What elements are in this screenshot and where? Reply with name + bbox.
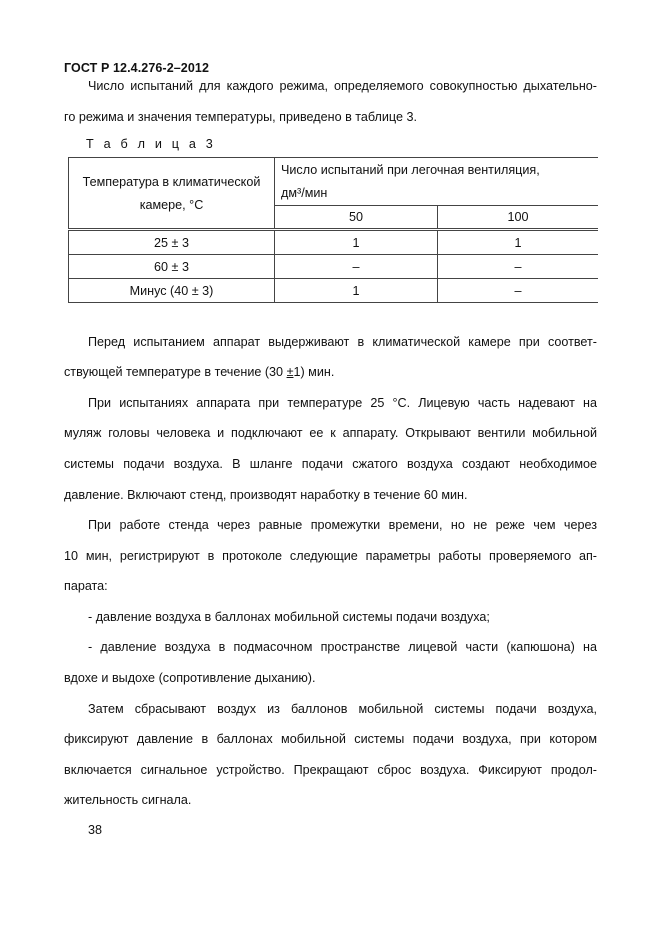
cell-temp: 60 ± 3 (69, 255, 275, 279)
para-3-line-1: При работе стенда через равные промежутки времени, но не реже чем через (88, 518, 597, 532)
page-number: 38 (88, 823, 103, 837)
list-item-2-line-2: вдохе и выдохе (сопротивление дыханию). (64, 671, 316, 685)
list-item-1: - давление воздуха в баллонах мобильной системы подачи воздуха; (88, 610, 490, 624)
para-2-line-2: муляж головы человека и подключают ее к аппарату. Открывают вентили мобильной (64, 426, 597, 440)
para-2-line-1: При испытаниях аппарата при температуре 25 °С. Лицевую часть надевают на (88, 396, 597, 410)
para-1-line-2 (64, 364, 597, 380)
table-caption: Т а б л и ц а 3 (86, 137, 217, 151)
para-3-line-2: 10 мин, регистрируют в протоколе следующие параметры работы проверяемого ап- (64, 549, 597, 563)
header-temperature (69, 158, 275, 230)
header-temperature-line-2: камере, °С (139, 197, 204, 212)
para-1-text-a: ствующей температуре в течение (30 (64, 365, 287, 379)
para-1-line-1: Перед испытанием аппарат выдерживают в климатической камере при соответ- (88, 335, 597, 349)
para-4-line-4: жительность сигнала. (64, 793, 192, 807)
header-ventilation-line-2 (281, 185, 598, 201)
cell-v50: 1 (275, 230, 438, 255)
para-2-line-4: давление. Включают стенд, производят наработку в течение 60 мин. (64, 488, 468, 502)
intro-line-1: Число испытаний для каждого режима, определяемого совокупностью дыхательно- (88, 79, 597, 93)
table-row (69, 279, 599, 303)
header-ventilation-unit: дм³/мин (281, 186, 328, 200)
cell-v50: 1 (275, 279, 438, 303)
table-row (69, 255, 599, 279)
para-3-line-3: парата: (64, 579, 108, 593)
para-4-line-1: Затем сбрасывают воздух из баллонов мобильной системы подачи воздуха, (88, 702, 597, 716)
subheader-50: 50 (275, 206, 438, 230)
cell-v100: – (438, 279, 599, 303)
plus-minus-sign: ± (286, 365, 294, 379)
list-item-2-line-1: - давление воздуха в подмасочном пространстве лицевой части (капюшона) на (88, 640, 597, 654)
para-4-line-3: включается сигнальное устройство. Прекращают сброс воздуха. Фиксируют продол- (64, 763, 597, 777)
header-ventilation (275, 158, 599, 206)
table-row (69, 230, 599, 255)
subheader-100: 100 (438, 206, 599, 230)
cell-temp: Минус (40 ± 3) (69, 279, 275, 303)
para-4-line-2: фиксируют давление в баллонах мобильной системы подачи воздуха, при котором (64, 732, 597, 746)
header-ventilation-line-1: Число испытаний при легочная вентиляция, (281, 163, 540, 177)
cell-v100: 1 (438, 230, 599, 255)
table-3 (68, 157, 598, 303)
cell-v50: – (275, 255, 438, 279)
header-temperature-line-1: Температура в климатической (82, 174, 261, 189)
para-2-line-3: системы подачи воздуха. В шланге подачи сжатого воздуха создают необходимое (64, 457, 597, 471)
para-1-text-b: 1) мин. (293, 365, 335, 379)
cell-v100: – (438, 255, 599, 279)
cell-temp: 25 ± 3 (69, 230, 275, 255)
standard-title: ГОСТ Р 12.4.276-2–2012 (64, 61, 210, 75)
intro-line-2: го режима и значения температуры, приведено в таблице 3. (64, 110, 418, 124)
